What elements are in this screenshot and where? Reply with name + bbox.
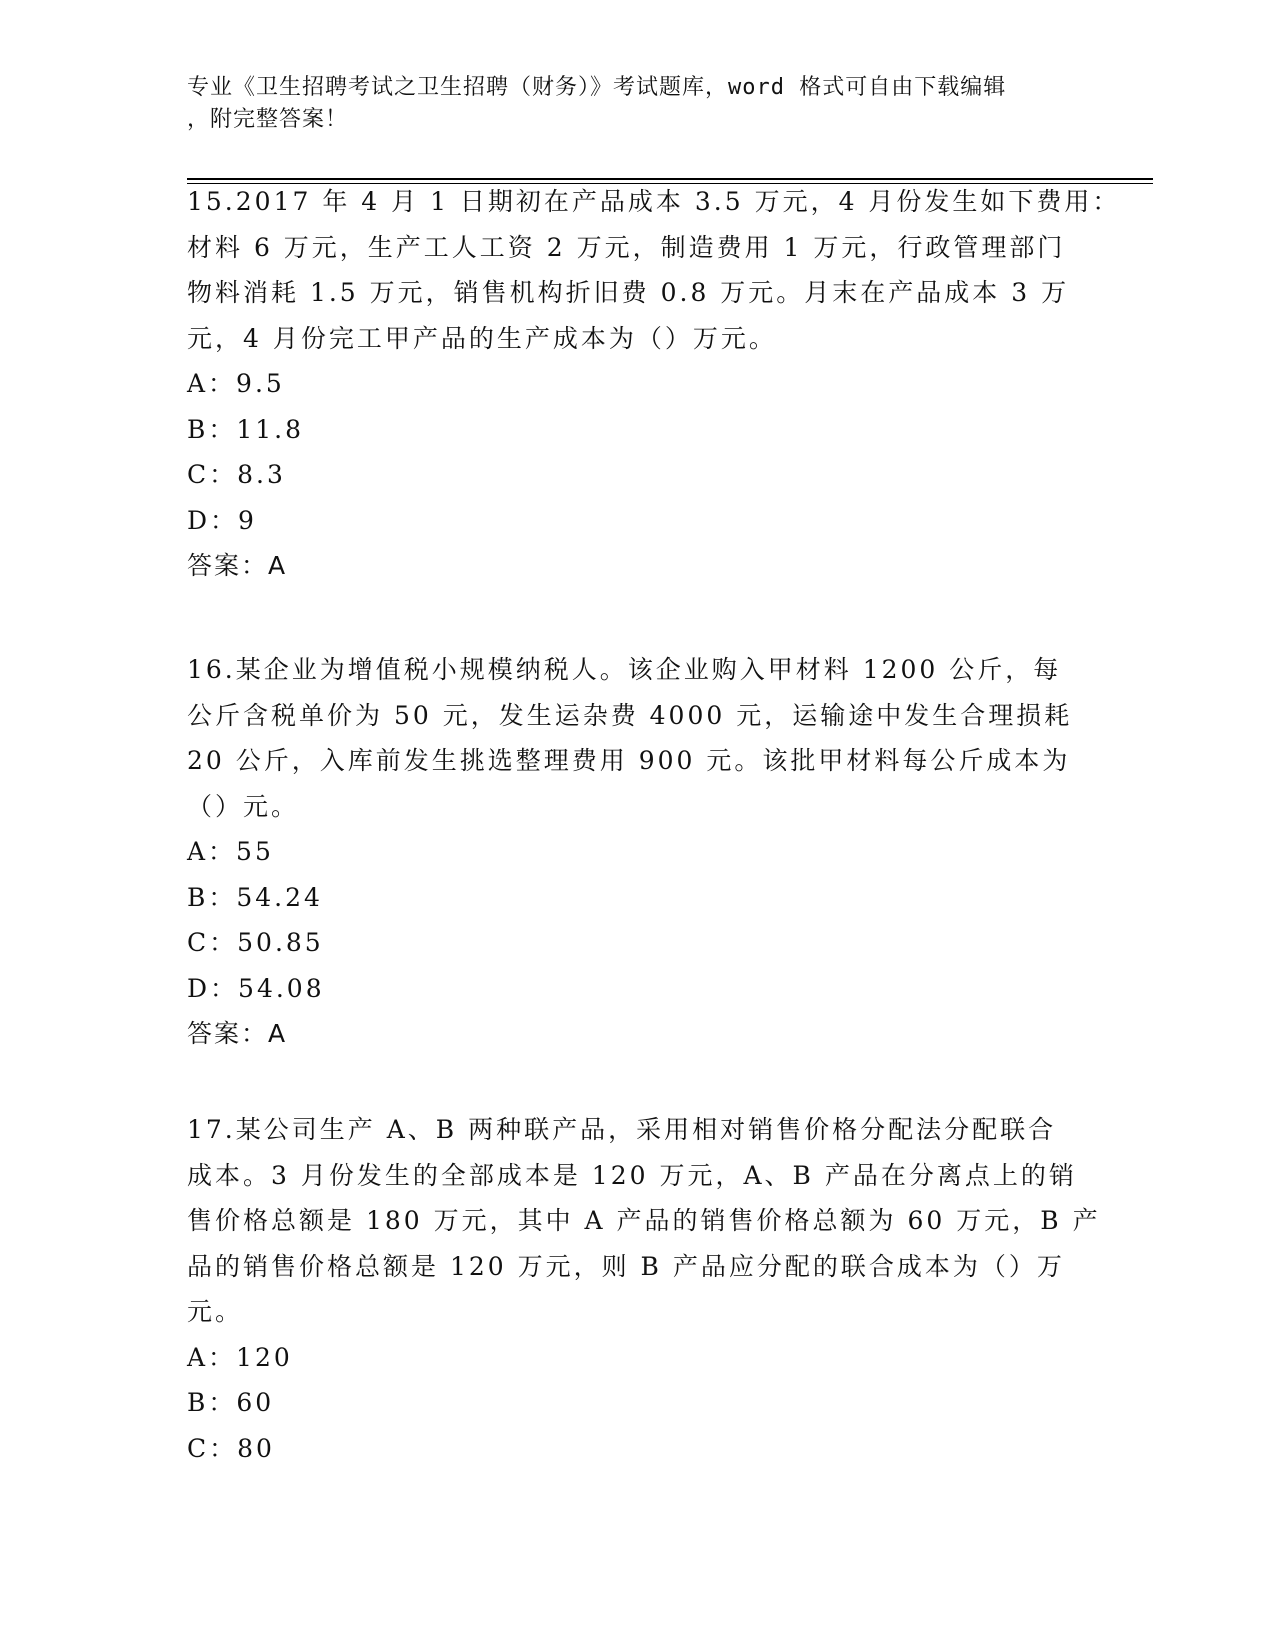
header-line-1: 专业《卫生招聘考试之卫生招聘（财务）》考试题库，word 格式可自由下载编辑 [187,75,1007,100]
question-17 [187,1107,1101,1471]
header-line-2: ，附完整答案！ [187,107,349,132]
question-text-line: 元。 [187,1297,244,1326]
option-d: D：54.08 [187,973,325,1003]
option-b: B：11.8 [187,414,305,444]
question-text-line: 15.2017 年 4 月 1 日期初在产品成本 3.5 万元，4 月份发生如下费用： [187,187,1121,216]
question-text-line: 材料 6 万元，生产工人工资 2 万元，制造费用 1 万元，行政管理部门 [187,232,1066,262]
option-a: A：120 [187,1342,293,1372]
question-16 [187,647,1073,1057]
option-b: B：54.24 [187,882,323,912]
option-d: D：9 [187,505,257,535]
option-c: C：80 [187,1433,275,1463]
question-text-line: 品的销售价格总额是 120 万元，则 B 产品应分配的联合成本为（）万 [187,1251,1065,1281]
question-text-line: 17.某公司生产 A、B 两种联产品，采用相对销售价格分配法分配联合 [187,1115,1057,1144]
answer-label: 答案：A [187,551,288,580]
answer-label: 答案：A [187,1019,288,1048]
question-text-line: 成本。3 月份发生的全部成本是 120 万元，A、B 产品在分离点上的销 [187,1160,1077,1190]
option-a: A：9.5 [187,369,285,398]
question-text-line: 20 公斤，入库前发生挑选整理费用 900 元。该批甲材料每公斤成本为 [187,746,1071,775]
question-text-line: 售价格总额是 180 万元，其中 A 产品的销售价格总额为 60 万元，B 产 [187,1206,1101,1235]
question-text-line: 物料消耗 1.5 万元，销售机构折旧费 0.8 万元。月末在产品成本 3 万 [187,278,1070,307]
document-header [187,72,1067,136]
question-text-line: 16.某企业为增值税小规模纳税人。该企业购入甲材料 1200 公斤，每 [187,655,1062,684]
question-text-line: （）元。 [187,791,300,821]
option-c: C：50.85 [187,928,324,957]
option-a: A：55 [187,837,274,866]
option-b: B：60 [187,1388,275,1417]
question-text-line: 公斤含税单价为 50 元，发生运杂费 4000 元，运输途中发生合理损耗 [187,700,1073,730]
question-15 [187,179,1121,589]
question-text-line: 元，4 月份完工甲产品的生产成本为（）万元。 [187,323,777,353]
option-c: C：8.3 [187,460,286,489]
